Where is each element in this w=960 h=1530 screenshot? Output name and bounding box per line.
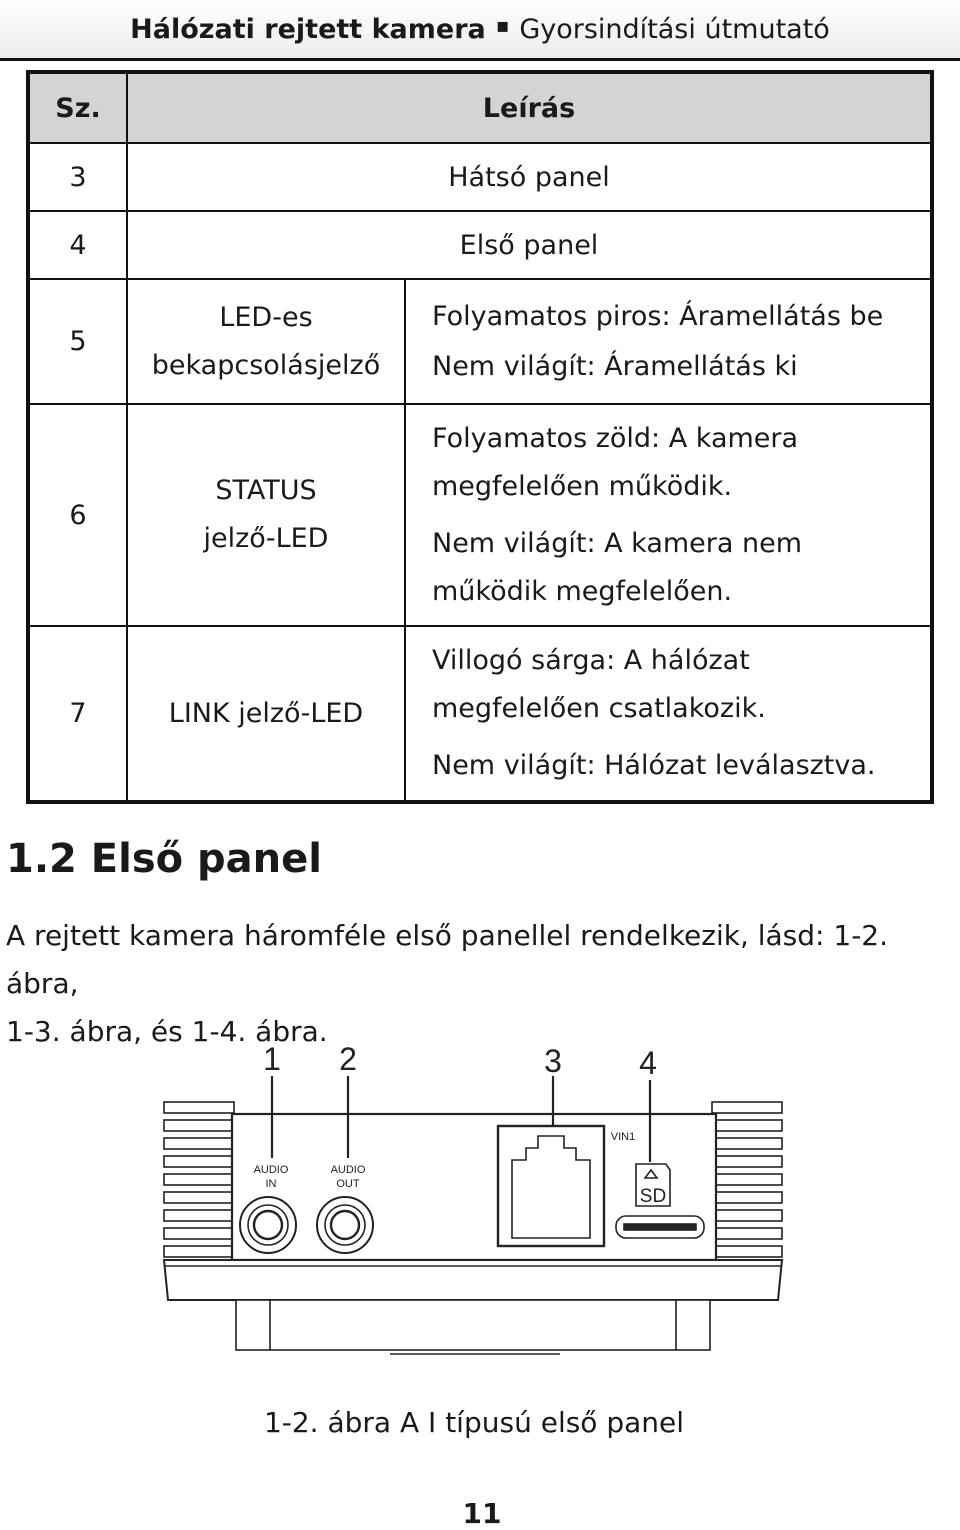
desc-line: Nem világít: Hálózat leválasztva. [432,750,876,781]
table-row [28,143,932,211]
row-component-name [127,279,405,404]
name-line: STATUS [215,475,317,506]
row-number: 5 [28,279,127,404]
table-header-row [28,72,932,143]
header-title-bold: Hálózati rejtett kamera [130,14,486,45]
table-row [28,404,932,626]
desc-line: Nem világít: A kamera nem [432,527,803,559]
table-row [28,626,932,802]
sd-label: SD [639,1186,667,1207]
spec-table [26,70,934,804]
row-description: Első panel [127,211,932,279]
desc-line: Folyamatos zöld: A kamera [432,422,799,454]
audio-in-label: AUDIO [253,1164,289,1176]
desc-line: Nem világít: Áramellátás ki [432,350,798,382]
vin-label: VIN1 [610,1131,636,1143]
header-title-rest: Gyorsindítási útmutató [519,14,830,45]
section-title: 1.2 Első panel [6,836,322,882]
name-line: bekapcsolásjelző [151,349,381,381]
row-component-name: LINK jelző-LED [127,626,405,802]
row-description: Hátsó panel [127,143,932,211]
page-number: 11 [462,1497,502,1530]
figure-caption: 1-2. ábra A I típusú első panel [263,1406,685,1439]
row-number: 4 [28,211,127,279]
row-number: 3 [28,143,127,211]
row-description [405,626,932,802]
paragraph-line: A rejtett kamera háromféle első panellel rendelkezik, lásd: 1-2. ábra, [6,919,889,1000]
row-component-name [127,404,405,626]
table-row [28,211,932,279]
row-number: 7 [28,626,127,802]
name-line: LED-es [219,301,313,333]
audio-in-label: IN [265,1178,277,1190]
callout-3: 3 [544,1043,562,1079]
paragraph-line: 1-3. ábra, és 1-4. ábra. [6,1015,328,1048]
row-description [405,404,932,626]
col-num-header: Sz. [28,72,127,143]
audio-out-label: AUDIO [330,1164,366,1176]
callout-4: 4 [639,1045,657,1081]
audio-out-label: OUT [336,1178,360,1190]
desc-line: megfelelően csatlakozik. [432,693,766,724]
header-separator: ▪ [495,13,510,37]
desc-line: megfelelően működik. [432,470,733,502]
callout-2: 2 [339,1041,357,1077]
name-line: jelző-LED [203,523,329,554]
desc-line: Folyamatos piros: Áramellátás be [432,300,884,332]
front-panel-diagram [150,1030,800,1370]
callout-1: 1 [263,1041,281,1077]
table-row [28,279,932,404]
page-header [0,0,960,61]
header-title [0,14,960,45]
desc-line: működik megfelelően. [432,575,733,607]
col-desc-header: Leírás [127,72,932,143]
desc-line: Villogó sárga: A hálózat [432,645,750,676]
row-description [405,279,932,404]
row-number: 6 [28,404,127,626]
